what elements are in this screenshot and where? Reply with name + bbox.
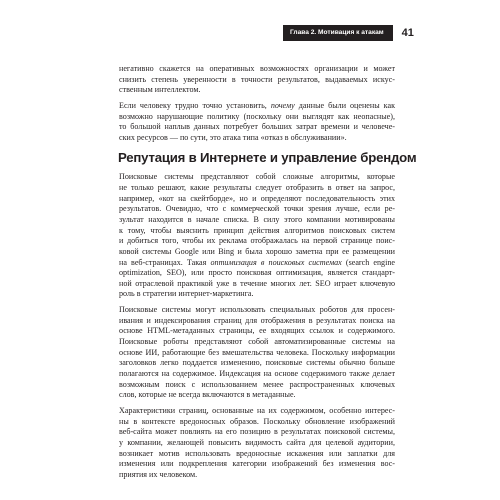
text-line: к тому, чтобы выяснить принцип действия алгоритмов поисковых систем (119, 225, 395, 235)
text-line: веб-сайта может повлиять на его позицию в результатах поисковой системы, (119, 427, 395, 437)
text-run: на веб-страницах. Такая (119, 257, 211, 267)
emphasis-text: почему (270, 100, 295, 110)
text-line: возникает мотив использовать вредоносные искажения или заплатки для (119, 448, 395, 458)
text-line: Поисковые системы могут использовать специальных роботов для просен- (119, 305, 395, 315)
text-line: не только решают, какие результаты следует отобразить в ответ на запрос, (119, 182, 395, 192)
text-line: Характеристики страниц, основанные на их содержимом, особенно интерес- (119, 406, 395, 416)
text-line: негативно скажется на оперативных возможностях организации и может (119, 64, 395, 73)
text-line: роль в стратегии интернет-маркетинга. (119, 289, 254, 299)
paragraph-2 (119, 101, 395, 144)
text-line (119, 258, 395, 269)
text-line: снизить степень уверенности в точности результатов, выдаваемых искус- (119, 74, 395, 84)
emphasis-text: оптимизация в поисковых системах (210, 257, 342, 267)
paragraph-1 (119, 64, 395, 96)
text-line: optimization, SEO), или просто поисковая оптимизация, является стандарт- (119, 268, 395, 278)
text-line: и добиться того, чтобы их реклама отображалась на первой странице поис- (119, 236, 395, 246)
running-header (283, 25, 414, 41)
page-body (118, 64, 417, 481)
section-heading: Репутация в Интернете и управление брендом (118, 149, 417, 165)
text-line: то большой наплыв данных потребует больших затрат времени и человече- (119, 122, 395, 132)
text-line: ственным интеллектом. (119, 85, 201, 95)
paragraph-5 (119, 406, 395, 481)
text-line: например, «кот на скейтборде», но и определяют последовательность этих (119, 193, 395, 203)
text-line: Поисковые роботы представляют собой автоматизированные системы на (119, 337, 395, 347)
paragraph-4 (119, 305, 395, 401)
text-line: возможно нарушающие политику (поскольку они выглядят как неопасные), (119, 111, 395, 121)
text-run: данные были оценены как (294, 100, 395, 110)
text-line: у компании, желающей повысить видимость сайта для целевой аудитории, (119, 438, 395, 447)
text-line: полагаются на содержимое. Индексация на основе содержимого также делает (119, 369, 395, 379)
text-line: заголовков легко поддается изменению, поисковые системы обычно больше (119, 358, 395, 368)
text-line: ны в контексте вредоносных образов. Поскольку обновление изображений (119, 416, 395, 426)
chapter-title: Глава 2. Мотивация к атакам (283, 25, 393, 41)
page-number: 41 (401, 27, 414, 39)
text-line: ских ресурсов — по сути, это атака типа «отказ в обслуживании». (119, 132, 347, 142)
text-line: ивания и индексирования страниц для отображения в результатах поиска на (119, 315, 395, 325)
text-line: результатов. Очевидно, что с коммерческой точки зрения лучше, если ре- (119, 204, 395, 214)
text-line: изменения или подкрепления категории изображений без изменения вос- (119, 459, 395, 469)
text-line: основе HTML-метаданных страницы, ее входящих ссылок и содержимого. (119, 326, 395, 336)
text-line: возможным поиск с использованием менее распространенных ключевых (119, 379, 395, 389)
text-line: ной отраслевой практикой уже в течение многих лет. SEO играет ключевую (119, 278, 395, 288)
text-line: Поисковые системы представляют собой сложные алгоритмы, которые (119, 172, 395, 182)
text-line: зультат находится в начале списка. В силу этого компании мотивированы (119, 214, 395, 224)
text-line: приятия их человеком. (119, 469, 198, 479)
text-line: слов, которые не всегда включаются в метаданные. (119, 390, 296, 400)
text-line: основе ИИ, работающие без вмешательства человека. Поскольку информации (119, 347, 395, 357)
text-run: Если человеку трудно точно установить, (119, 100, 271, 110)
text-line: ковой системы Google или Bing и была хорошо заметна при ее размещении (119, 246, 395, 256)
text-run: (search engine (341, 257, 395, 267)
text-line (119, 101, 395, 112)
paragraph-3 (119, 172, 395, 300)
